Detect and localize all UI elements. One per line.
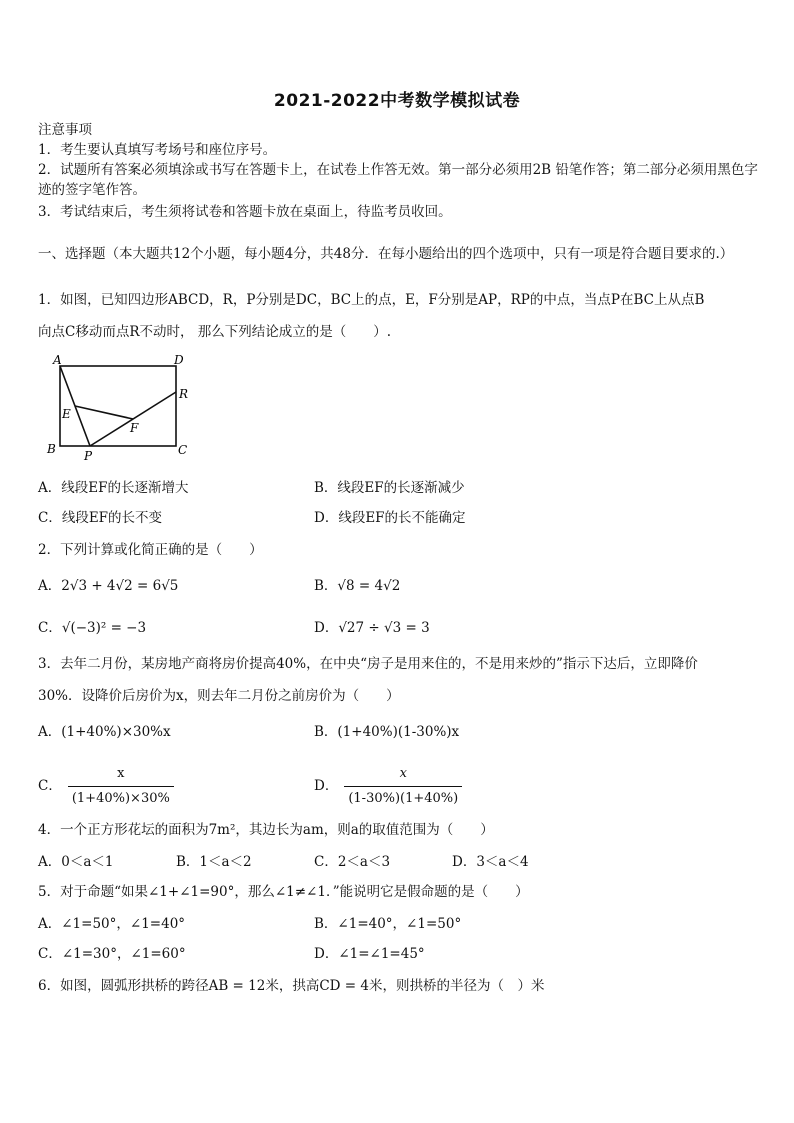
q3-option-a: A．(1+40%)×30%x (38, 724, 171, 740)
q2-option-a (38, 576, 178, 596)
notice-heading: 注意事项 (38, 122, 92, 138)
q3-option-b: B．(1+40%)(1-30%)x (314, 724, 460, 740)
section-heading: 一、选择题（本大题共12个小题，每小题4分，共48分．在每小题给出的四个选项中，只有一项是符合题目要求的.） (38, 246, 734, 262)
q2-option-d-expr: √27 ÷ √3 = 3 (338, 620, 430, 636)
q1-option-d: D．线段EF的长不能确定 (314, 510, 466, 526)
q2-option-d (314, 618, 430, 638)
q2-option-a-expr: 2√3 + 4√2 = 6√5 (61, 578, 179, 594)
q2-option-c (38, 618, 146, 638)
notice-item-1: 1．考生要认真填写考场号和座位序号。 (38, 142, 277, 158)
q5-option-d: D．∠1=∠1=45° (314, 946, 425, 962)
label-r: R (179, 387, 189, 401)
q2-option-d-label: D． (314, 620, 339, 636)
q3-option-c-label: C． (38, 778, 62, 794)
q4-stem: 4．一个正方形花坛的面积为7m²，其边长为am，则a的取值范围为（ ） (38, 822, 494, 838)
q3-option-d (314, 764, 462, 809)
q2-stem: 2．下列计算或化简正确的是（ ） (38, 542, 263, 558)
label-p: P (84, 449, 93, 462)
q3-option-c-numerator: x (117, 766, 125, 781)
label-f: F (130, 421, 139, 435)
page-title: 2021-2022中考数学模拟试卷 (273, 91, 521, 111)
q5-option-c: C．∠1=30°，∠1=60° (38, 946, 186, 962)
q2-option-c-expr: √(−3)² = −3 (61, 620, 147, 636)
q6-stem: 6．如图，圆弧形拱桥的跨径AB = 12米，拱高CD = 4米，则拱桥的半径为（ ）米 (38, 978, 545, 994)
q4-option-d: D．3＜a＜4 (452, 854, 529, 870)
label-b: B (47, 442, 56, 456)
q3-stem-line2: 30%．设降价后房价为x，则去年二月份之前房价为（ ） (38, 688, 400, 704)
q1-stem-line1: 1．如图，已知四边形ABCD，R，P分别是DC，BC上的点，E，F分别是AP，RP的中点，当点P在BC上从点B (38, 292, 705, 308)
q2-option-b-label: B． (314, 578, 338, 594)
q1-option-b: B．线段EF的长逐渐减少 (314, 480, 465, 496)
q2-option-b (314, 576, 400, 596)
q1-figure (44, 350, 204, 462)
label-e: E (62, 407, 71, 421)
q3-stem-line1: 3．去年二月份，某房地产商将房价提高40%，在中央“房子是用来住的，不是用来炒的”指示下达后，立即降价 (38, 656, 698, 672)
q3-option-c-fraction (68, 764, 174, 809)
q5-option-a: A．∠1=50°，∠1=40° (38, 916, 186, 932)
q4-option-a: A．0＜a＜1 (38, 854, 114, 870)
q2-option-a-label: A． (38, 578, 62, 594)
q5-stem: 5．对于命题“如果∠1+∠1=90°，那么∠1≠∠1．”能说明它是假命题的是（ ） (38, 884, 529, 900)
label-c: C (178, 443, 188, 457)
q1-option-a: A．线段EF的长逐渐增大 (38, 480, 189, 496)
notice-item-2: 2．试题所有答案必须填涂或书写在答题卡上，在试卷上作答无效。第一部分必须用2B 铅笔作答；第二部分必须用黑色字迹的签字笔作答。 (38, 162, 758, 198)
q4-option-b: B．1＜a＜2 (176, 854, 252, 870)
label-a: A (53, 353, 62, 367)
q2-option-c-label: C． (38, 620, 62, 636)
q3-option-d-numerator: x (399, 766, 407, 781)
q3-option-c-denominator: (1+40%)×30% (68, 786, 174, 809)
q1-stem-line2: 向点C移动而点R不动时， 那么下列结论成立的是（ ）. (38, 324, 392, 340)
segment-ef (75, 406, 133, 419)
notice-item-3: 3．考试结束后，考生须将试卷和答题卡放在桌面上，待监考员收回。 (38, 204, 452, 220)
label-d: D (174, 353, 184, 367)
q3-option-d-label: D． (314, 778, 339, 794)
q3-option-c (38, 764, 174, 809)
q3-option-d-denominator: (1-30%)(1+40%) (344, 786, 462, 809)
q4-option-c: C．2＜a＜3 (314, 854, 391, 870)
q5-option-b: B．∠1=40°，∠1=50° (314, 916, 462, 932)
q3-option-d-fraction (344, 764, 462, 809)
q2-option-b-expr: √8 = 4√2 (337, 578, 401, 594)
q1-option-c: C．线段EF的长不变 (38, 510, 163, 526)
